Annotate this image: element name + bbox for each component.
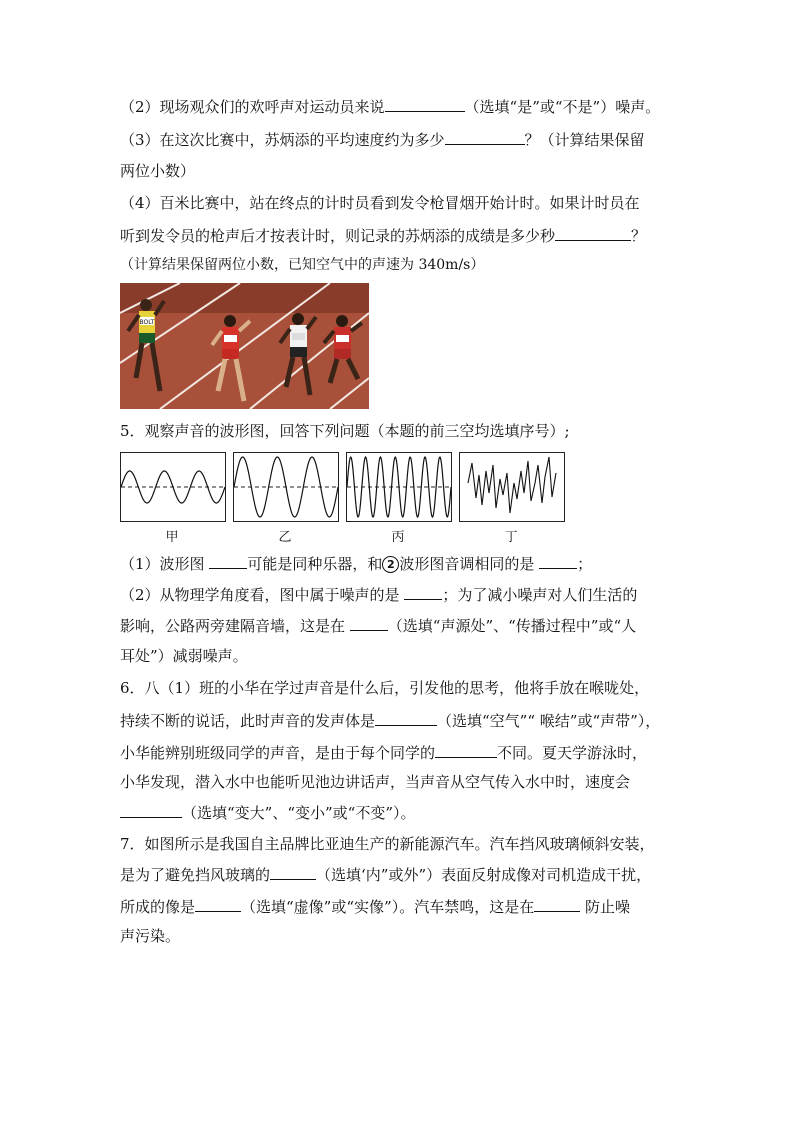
q5-line-2: （2）从物理学角度看，图中属于噪声的是 ；为了减小噪声对人们生活的 xyxy=(120,586,638,604)
q5-line-3: 影响，公路两旁建隔音墙，这是在 （选填“声源处”、“传播过程中”或“人 xyxy=(120,617,637,635)
q4-line-4b: 听到发令员的枪声后才按表计时，则记录的苏炳添的成绩是多少秒 ？ xyxy=(120,227,647,245)
q5-stem: 5．观察声音的波形图，回答下列问题（本题的前三空均选填序号）; xyxy=(120,422,570,440)
q5-line-4: 耳处”）减弱噪声。 xyxy=(120,647,248,665)
q4-line-3: （3）在这次比赛中，苏炳添的平均速度约为多少 ？（计算结果保留 xyxy=(120,131,645,149)
answer-blank[interactable] xyxy=(539,553,577,569)
q6-line-3: 小华能辨别班级同学的声音，是由于每个同学的 不同。夏天学游泳时， xyxy=(120,744,648,762)
answer-blank[interactable] xyxy=(385,96,465,112)
waveform-bing xyxy=(346,452,452,522)
answer-blank[interactable] xyxy=(375,710,437,726)
q7-line-1: 7．如图所示是我国自主品牌比亚迪生产的新能源汽车。汽车挡风玻璃倾斜安装， xyxy=(120,835,655,853)
waveform-label: 丁 xyxy=(504,530,518,545)
answer-blank[interactable] xyxy=(435,742,497,758)
q4-line-4c: （计算结果保留两位小数，已知空气中的声速为 340m/s） xyxy=(120,257,485,273)
runner-bib: BOLT xyxy=(139,319,155,326)
waveform-label: 乙 xyxy=(278,530,292,545)
q7-line-4: 声污染。 xyxy=(120,927,181,945)
waveform-yi xyxy=(233,452,339,522)
waveform-ding xyxy=(459,452,565,522)
answer-blank[interactable] xyxy=(555,225,631,241)
answer-blank[interactable] xyxy=(404,584,442,600)
q7-line-3: 所成的像是 （选填“虚像”或“实像”）。汽车禁鸣，这是在 防止噪 xyxy=(120,898,630,916)
sprint-race-drawing xyxy=(120,283,369,409)
answer-blank[interactable] xyxy=(195,896,241,912)
waveform-jia-plot xyxy=(121,453,225,521)
q4-line-4: （4）百米比赛中，站在终点的计时员看到发令枪冒烟开始计时。如果计时员在 xyxy=(120,194,640,212)
q6-line-4: 小华发现，潜入水中也能听见池边讲话声，当声音从空气传入水中时，速度会 xyxy=(120,773,631,791)
answer-blank[interactable] xyxy=(120,802,182,818)
q7-line-2: 是为了避免挡风玻璃的 （选填‘内”或外”）表面反射成像对司机造成干扰， xyxy=(120,866,652,884)
waveform-yi-plot xyxy=(234,453,338,521)
answer-blank[interactable] xyxy=(350,615,388,631)
q6-line-1: 6．八（1）班的小华在学过声音是什么后，引发他的思考，他将手放在喉咙处， xyxy=(120,679,650,697)
waveform-bing-plot xyxy=(347,453,451,521)
waveform-label: 丙 xyxy=(391,530,405,545)
answer-blank[interactable] xyxy=(209,553,247,569)
sprint-race-photo xyxy=(120,283,369,409)
q6-line-5: （选填“变大”、“变小”或“不变”）。 xyxy=(120,802,690,823)
waveform-label: 甲 xyxy=(165,530,179,545)
q4-line-2: （2）现场观众们的欢呼声对运动员来说 （选填“是”或“不是”）噪声。 xyxy=(120,98,661,116)
circled-number: 2 xyxy=(382,556,399,573)
q5-line-1: （1）波形图 可能是同种乐器，和 2 波形图音调相同的是 ； xyxy=(120,555,593,573)
q6-line-2: 持续不断的说话，此时声音的发声体是 （选填“空气”“ 喉结”或“声带”）， xyxy=(120,712,661,730)
waveform-jia xyxy=(120,452,226,522)
answer-blank[interactable] xyxy=(534,896,580,912)
q4-line-3b: 两位小数） xyxy=(120,162,196,180)
answer-blank[interactable] xyxy=(445,129,525,145)
answer-blank[interactable] xyxy=(270,864,316,880)
waveform-ding-plot xyxy=(460,453,564,521)
